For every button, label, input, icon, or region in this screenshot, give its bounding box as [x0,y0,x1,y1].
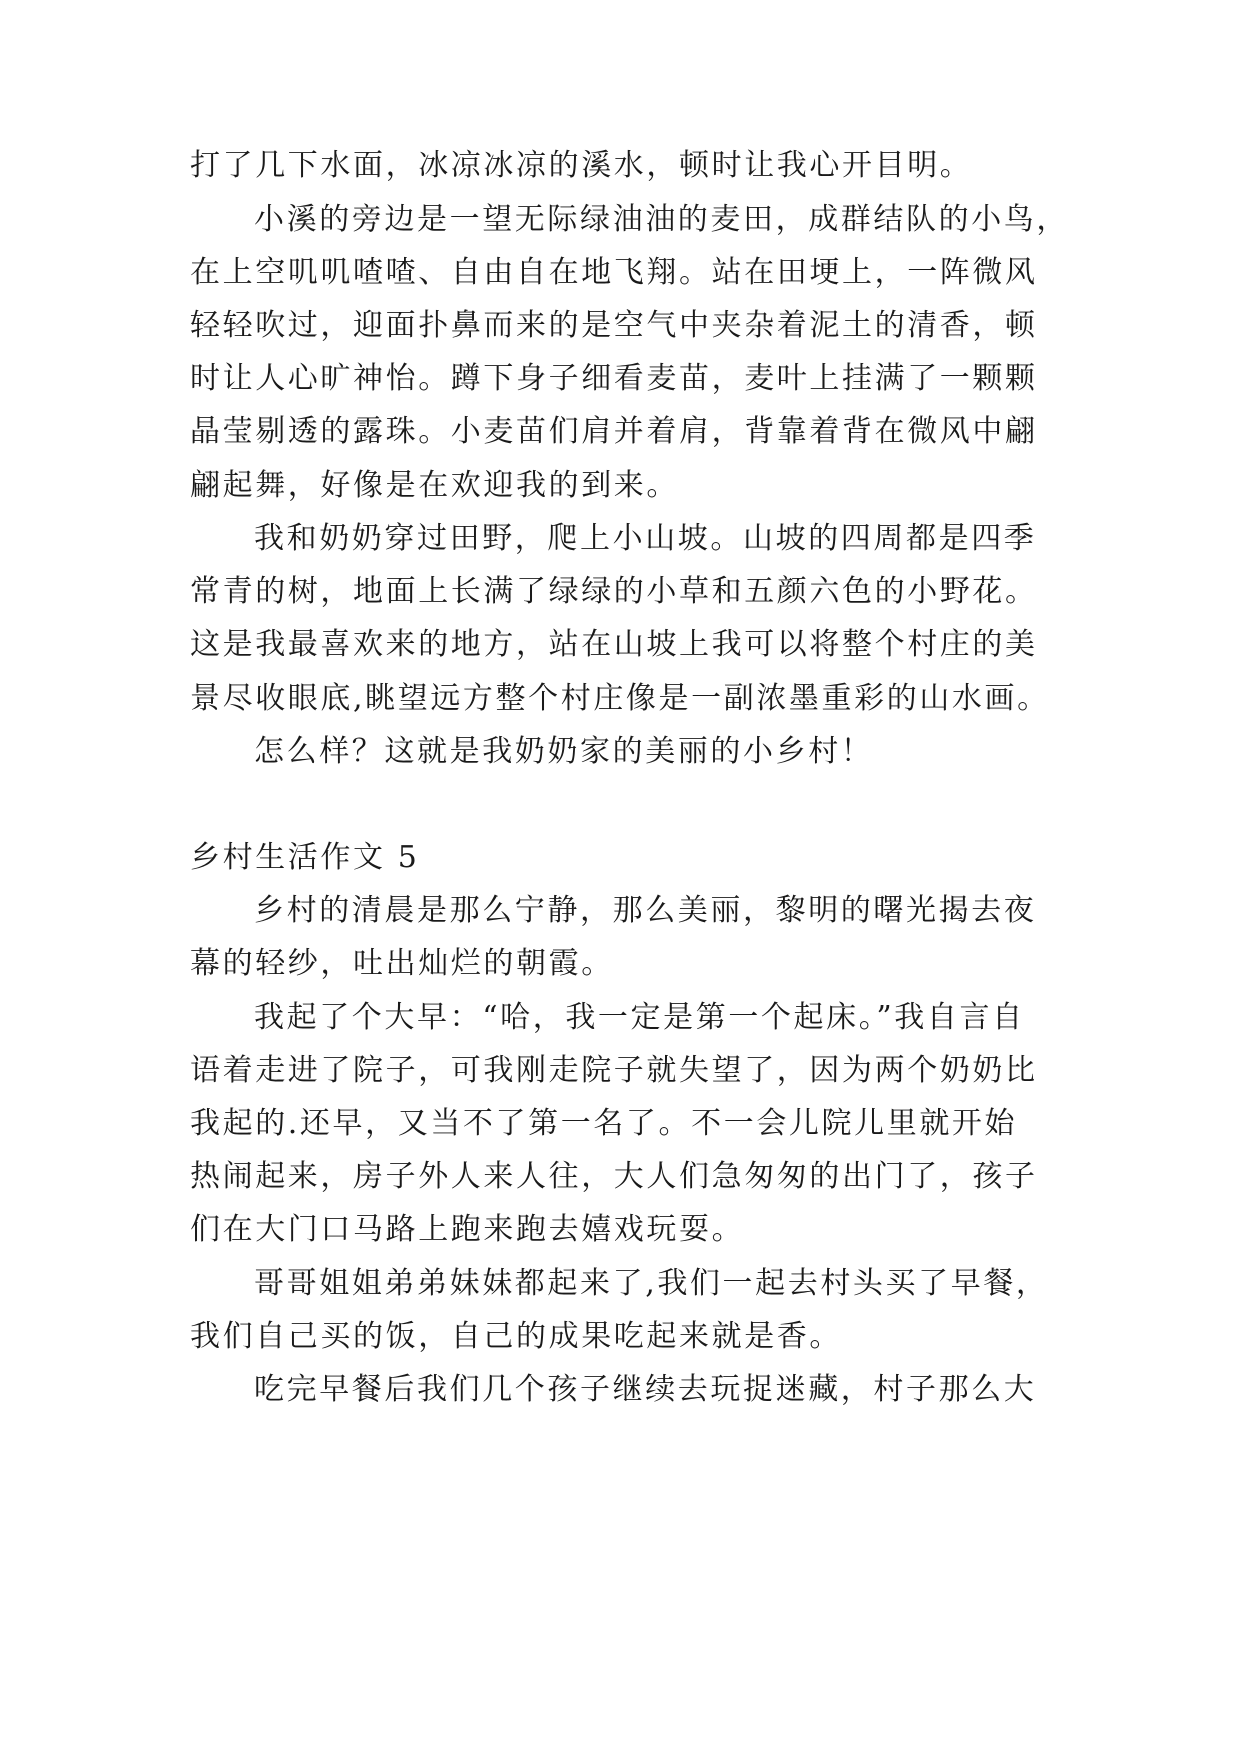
text-line: 翩起舞，好像是在欢迎我的到来。 [190,468,679,503]
text-line: 时让人心旷神怡。蹲下身子细看麦苗，麦叶上挂满了一颗颗 [190,361,1038,396]
text-line: 语着走进了院子，可我刚走院子就失望了，因为两个奶奶比 [190,1053,1038,1088]
text-line: 我们自己买的饭，自己的成果吃起来就是香。 [190,1319,842,1354]
text-line: 在上空叽叽喳喳、自由自在地飞翔。站在田埂上，一阵微风 [190,255,1038,290]
text-line: 这是我最喜欢来的地方，站在山坡上我可以将整个村庄的美 [190,627,1038,662]
text-line: 幕的轻纱，吐出灿烂的朝霞。 [190,946,614,981]
paragraph-start-line: 乡村的清晨是那么宁静，那么美丽，黎明的曙光揭去夜 [254,893,1037,928]
paragraph-start-line: 小溪的旁边是一望无际绿油油的麦田，成群结队的小鸟， [254,202,1069,237]
text-line: 晶莹剔透的露珠。小麦苗们肩并着肩，背靠着背在微风中翩 [190,414,1038,449]
text-line: 打了几下水面，冰凉冰凉的溪水，顿时让我心开目明。 [190,148,973,183]
paragraph-start-line: 我起了个大早：“哈，我一定是第一个起床。”我自言自 [254,1000,1025,1035]
paragraph-start-line: 吃完早餐后我们几个孩子继续去玩捉迷藏，村子那么大 [254,1372,1037,1407]
paragraph-start-line: 怎么样？这就是我奶奶家的美丽的小乡村！ [254,734,874,769]
paragraph-start-line: 我和奶奶穿过田野，爬上小山坡。山坡的四周都是四季 [254,521,1037,556]
text-line: 我起的.还早，又当不了第一名了。不一会儿院儿里就开始 [190,1106,1018,1141]
section-heading: 乡村生活作文 5 [190,840,420,875]
text-line: 景尽收眼底,眺望远方整个村庄像是一副浓墨重彩的山水画。 [190,681,1050,716]
text-line: 常青的树，地面上长满了绿绿的小草和五颜六色的小野花。 [190,574,1038,609]
text-line: 轻轻吹过，迎面扑鼻而来的是空气中夹杂着泥土的清香，顿 [190,308,1038,343]
paragraph-start-line: 哥哥姐姐弟弟妹妹都起来了,我们一起去村头买了早餐， [254,1266,1049,1301]
text-line: 们在大门口马路上跑来跑去嬉戏玩耍。 [190,1212,745,1247]
text-line: 热闹起来，房子外人来人往，大人们急匆匆的出门了，孩子 [190,1159,1038,1194]
